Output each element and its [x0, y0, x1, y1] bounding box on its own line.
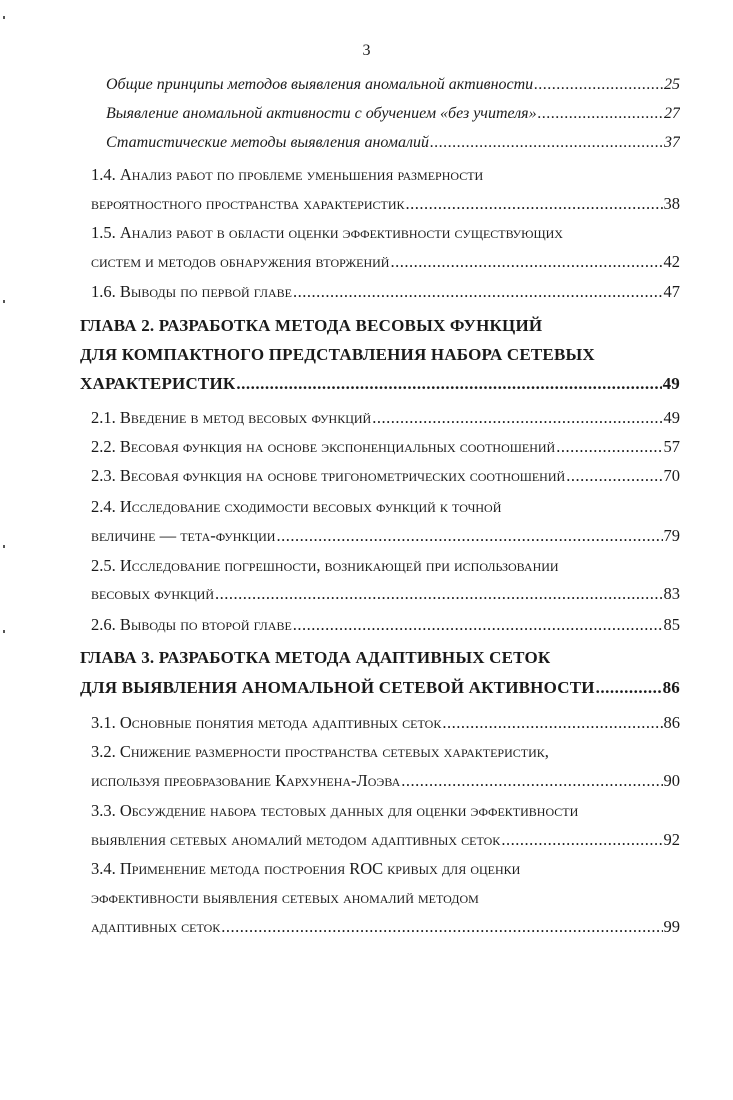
chapter-2-title-line1: ГЛАВА 2. РАЗРАБОТКА МЕТОДА ВЕСОВЫХ ФУНКЦИЙ	[80, 316, 543, 335]
toc-entry-page: 25	[664, 76, 680, 93]
dot-leader	[538, 105, 663, 123]
toc-entry-page: 90	[663, 771, 680, 790]
toc-entry	[91, 282, 680, 302]
toc-entry-label-line1: 2.5. Исследование погрешности, возникающей при использовании	[91, 556, 559, 575]
toc-entry-label-line3: адаптивных сеток	[91, 917, 221, 936]
toc-entry-label-line2: систем и методов обнаружения вторжений	[91, 252, 390, 271]
toc-entry-label: 2.1. Введение в метод весовых функций	[91, 408, 372, 427]
toc-entry-label-line2: вероятностного пространства характеристик	[91, 194, 405, 213]
dot-leader	[566, 466, 662, 486]
toc-entry-page: 27	[664, 105, 680, 122]
dot-leader	[372, 408, 662, 428]
dot-leader	[293, 615, 663, 635]
toc-entry-label-line1: 3.2. Снижение размерности пространства сетевых характеристик,	[91, 742, 549, 761]
chapter-3-title-line2: ДЛЯ ВЫЯВЛЕНИЯ АНОМАЛЬНОЙ СЕТЕВОЙ АКТИВНОСТИ	[80, 678, 595, 697]
toc-entry-page: 99	[663, 917, 680, 936]
dot-leader	[236, 374, 661, 394]
chapter-2-title-line3: ХАРАКТЕРИСТИК	[80, 374, 236, 393]
dot-leader	[390, 252, 662, 272]
chapter-3-title-line1: ГЛАВА 3. РАЗРАБОТКА МЕТОДА АДАПТИВНЫХ СЕТОК	[80, 648, 551, 667]
toc-entry-label: 2.3. Весовая функция на основе тригонометрических соотношений	[91, 466, 566, 485]
toc-entry-page: 42	[663, 252, 680, 271]
dot-leader	[293, 282, 663, 302]
toc-entry-label-line2: весовых функций	[91, 584, 214, 603]
toc-entry	[91, 252, 680, 272]
dot-leader	[430, 134, 663, 152]
dot-leader	[501, 830, 662, 850]
toc-entry-page: 92	[663, 830, 680, 849]
toc-entry-label-line1: 1.5. Анализ работ в области оценки эффективности существующих	[91, 223, 563, 242]
toc-entry	[106, 76, 680, 94]
dot-leader	[406, 194, 663, 214]
toc-entry	[91, 437, 680, 457]
toc-entry-label-line2: используя преобразование Кархунена-Лоэва	[91, 771, 401, 790]
toc-entry-label-line2: выявления сетевых аномалий методом адаптивных сеток	[91, 830, 501, 849]
toc-entry-label-line2: величине — тета-функции	[91, 526, 276, 545]
toc-entry-page: 70	[663, 466, 680, 485]
dot-leader	[215, 584, 663, 604]
toc-entry-page: 85	[663, 615, 680, 634]
toc-entry	[91, 194, 680, 214]
dot-leader	[534, 76, 663, 94]
toc-entry	[91, 830, 680, 850]
dot-leader	[276, 526, 662, 546]
toc-entry-label: Статистические методы выявления аномалий	[106, 134, 429, 151]
dot-leader	[442, 713, 662, 733]
page-number: 3	[362, 42, 371, 59]
toc-entry-page: 86	[663, 713, 680, 732]
toc-entry-page: 57	[663, 437, 680, 456]
toc-entry-label: Общие принципы методов выявления аномальной активности	[106, 76, 534, 93]
toc-entry-label: Выявление аномальной активности с обучением «без учителя»	[106, 105, 537, 122]
dot-leader	[596, 678, 662, 698]
scan-mark	[3, 16, 5, 19]
chapter-3-entry	[80, 678, 680, 698]
toc-entry-label: 2.2. Весовая функция на основе экспоненциальных соотношений	[91, 437, 556, 456]
toc-entry-label-line2: эффективности выявления сетевых аномалий методом	[91, 888, 479, 907]
toc-entry-page: 47	[663, 282, 680, 301]
toc-entry	[91, 771, 680, 791]
toc-entry-page: 37	[664, 134, 680, 151]
chapter-2-title-line2: ДЛЯ КОМПАКТНОГО ПРЕДСТАВЛЕНИЯ НАБОРА СЕТЕВЫХ	[80, 345, 595, 364]
toc-entry-label-line1: 3.3. Обсуждение набора тестовых данных для оценки эффективности	[91, 801, 579, 820]
toc-entry	[106, 105, 680, 123]
chapter-3-page: 86	[662, 678, 680, 697]
chapter-2-page: 49	[662, 374, 680, 393]
toc-entry-label: 2.6. Выводы по второй главе	[91, 615, 292, 634]
toc-entry-label-line1: 3.4. Применение метода построения ROC кривых для оценки	[91, 859, 521, 878]
toc-entry-label: 3.1. Основные понятия метода адаптивных сеток	[91, 713, 442, 732]
dot-leader	[556, 437, 662, 457]
toc-entry	[106, 134, 680, 152]
toc-entry	[91, 466, 680, 486]
dot-leader	[221, 917, 662, 937]
toc-entry-label-line1: 2.4. Исследование сходимости весовых функций к точной	[91, 497, 502, 516]
toc-entry	[91, 713, 680, 733]
scan-mark	[3, 300, 5, 303]
scan-mark	[3, 630, 5, 633]
toc-entry-page: 49	[663, 408, 680, 427]
dot-leader	[401, 771, 662, 791]
toc-entry	[91, 584, 680, 604]
toc-entry-label-line1: 1.4. Анализ работ по проблеме уменьшения размерности	[91, 165, 484, 184]
toc-entry-page: 83	[663, 584, 680, 603]
toc-entry	[91, 615, 680, 635]
toc-entry	[91, 917, 680, 937]
toc-entry-page: 79	[663, 526, 680, 545]
toc-entry	[91, 526, 680, 546]
scan-mark	[3, 545, 5, 548]
toc-entry	[91, 408, 680, 428]
toc-entry-label: 1.6. Выводы по первой главе	[91, 282, 292, 301]
chapter-2-entry	[80, 374, 680, 394]
toc-entry-page: 38	[663, 194, 680, 213]
